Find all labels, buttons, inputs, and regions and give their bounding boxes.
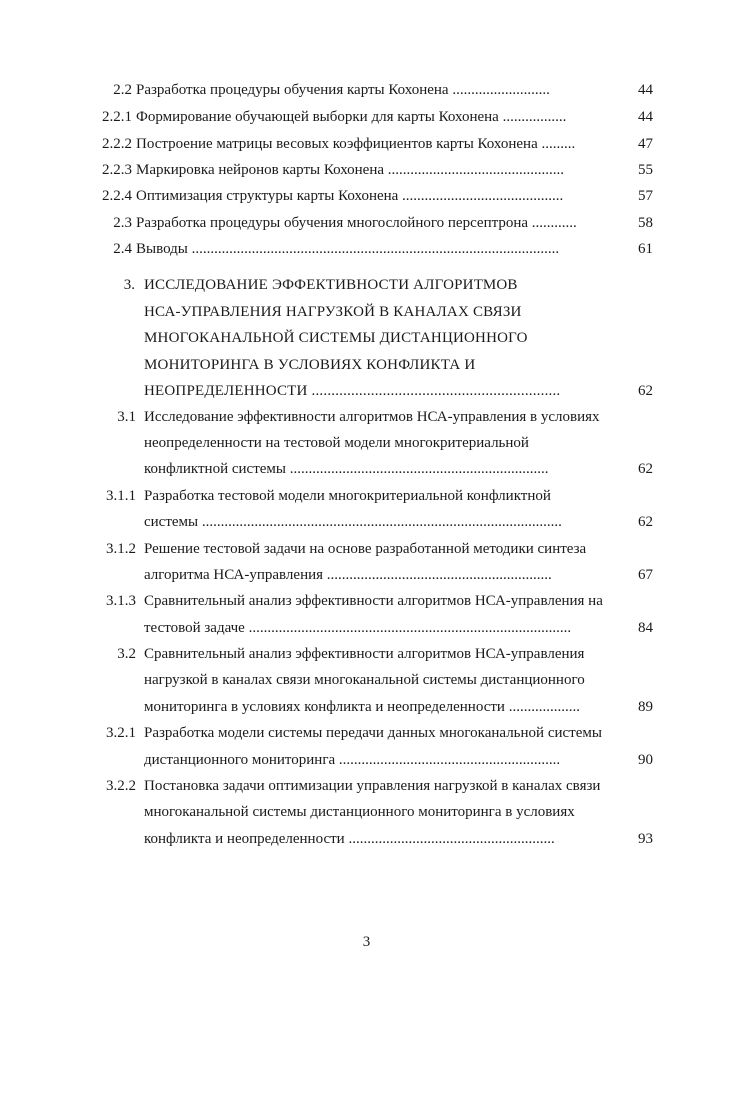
toc-entry-number: 2.2.2 <box>102 136 132 152</box>
toc-entry <box>0 485 733 507</box>
toc-entry-number: 3.1.2 <box>106 541 136 557</box>
toc-entry-number: 2.2.4 <box>102 188 132 204</box>
toc-entry-page: 58 <box>638 215 653 231</box>
toc-entry-text: Решение тестовой задачи на основе разработанной методики синтеза <box>144 541 587 557</box>
toc-entry-text: Разработка тестовой модели многокритериальной конфликтной <box>144 488 551 504</box>
toc-entry <box>0 722 733 744</box>
toc-entry-text: Сравнительный анализ эффективности алгоритмов НСА-управления на <box>144 593 603 609</box>
toc-entry <box>0 775 733 797</box>
toc-entry <box>0 106 733 128</box>
toc-entry-text: МНОГОКАНАЛЬНОЙ СИСТЕМЫ ДИСТАНЦИОННОГО <box>144 330 528 346</box>
toc-entry-page: 90 <box>638 752 653 768</box>
toc-entry-continuation <box>0 458 733 480</box>
toc-entry-continuation <box>0 511 733 533</box>
toc-entry-continuation <box>0 696 733 718</box>
toc-entry-text: Оптимизация структуры карты Кохонена ........................................... <box>136 188 564 204</box>
toc-entry-text: алгоритма НСА-управления ............................................................ <box>144 567 552 583</box>
toc-entry-page: 62 <box>638 514 653 530</box>
toc-entry-continuation <box>0 828 733 850</box>
toc-entry-page: 67 <box>638 567 653 583</box>
toc-entry-text: НСА-УПРАВЛЕНИЯ НАГРУЗКОЙ В КАНАЛАХ СВЯЗИ <box>144 304 522 320</box>
toc-entry-text: Исследование эффективности алгоритмов НСА-управления в условиях <box>144 409 600 425</box>
toc-entry-text: ИССЛЕДОВАНИЕ ЭФФЕКТИВНОСТИ АЛГОРИТМОВ <box>144 277 518 293</box>
toc-entry-page: 47 <box>638 136 653 152</box>
toc-entry <box>0 79 733 101</box>
toc-entry-number: 2.2 <box>113 82 132 98</box>
toc-entry-page: 44 <box>638 82 653 98</box>
toc-entry-text: Выводы .................................................................................................. <box>136 241 560 257</box>
toc-entry-text: Формирование обучающей выборки для карты Кохонена ................. <box>136 109 567 125</box>
toc-entry-continuation <box>0 380 733 402</box>
toc-entry-number: 2.4 <box>113 241 132 257</box>
toc-entry-number: 3.1.1 <box>106 488 136 504</box>
toc-entry-text: Маркировка нейронов карты Кохонена ............................................... <box>136 162 565 178</box>
toc-entry-continuation <box>0 354 733 376</box>
toc-entry-number: 2.2.3 <box>102 162 132 178</box>
toc-entry-page: 57 <box>638 188 653 204</box>
toc-entry-text: мониторинга в условиях конфликта и неопределенности ................... <box>144 699 580 715</box>
toc-entry <box>0 185 733 207</box>
toc-entry-page: 61 <box>638 241 653 257</box>
toc-entry-number: 2.3 <box>113 215 132 231</box>
toc-entry-text: системы ................................................................................................ <box>144 514 562 530</box>
toc-entry-page: 93 <box>638 831 653 847</box>
toc-entry-text: многоканальной системы дистанционного мониторинга в условиях <box>144 804 575 820</box>
toc-entry-text: нагрузкой в каналах связи многоканальной системы дистанционного <box>144 672 585 688</box>
toc-entry-continuation <box>0 327 733 349</box>
toc-entry-text: Разработка модели системы передачи данных многоканальной системы <box>144 725 602 741</box>
toc-entry <box>0 590 733 612</box>
toc-entry-page: 84 <box>638 620 653 636</box>
toc-entry <box>0 133 733 155</box>
toc-entry-continuation <box>0 801 733 823</box>
toc-entry-text: конфликта и неопределенности ....................................................... <box>144 831 555 847</box>
toc-entry-number: 3.2 <box>117 646 136 662</box>
toc-entry <box>0 238 733 260</box>
toc-entry-text: Постановка задачи оптимизации управления нагрузкой в каналах связи <box>144 778 601 794</box>
toc-entry-page: 55 <box>638 162 653 178</box>
toc-entry <box>0 406 733 428</box>
toc-entry-continuation <box>0 564 733 586</box>
toc-entry-page: 62 <box>638 383 653 399</box>
toc-entry-page: 44 <box>638 109 653 125</box>
toc-entry-page: 62 <box>638 461 653 477</box>
toc-entry-text: Разработка процедуры обучения многослойного персептрона ............ <box>136 215 577 231</box>
toc-entry-text: тестовой задаче ...................................................................................... <box>144 620 572 636</box>
toc-entry-continuation <box>0 301 733 323</box>
toc-entry-number: 2.2.1 <box>102 109 132 125</box>
toc-entry-number: 3.2.1 <box>106 725 136 741</box>
toc-entry-text: НЕОПРЕДЕЛЕННОСТИ ............................................................... <box>144 383 561 399</box>
toc-entry-number: 3. <box>123 277 135 293</box>
toc-entry-continuation <box>0 432 733 454</box>
toc-entry-text: Построение матрицы весовых коэффициентов карты Кохонена ......... <box>136 136 576 152</box>
toc-entry-continuation <box>0 617 733 639</box>
toc-entry-text: неопределенности на тестовой модели многокритериальной <box>144 435 529 451</box>
toc-entry-text: Сравнительный анализ эффективности алгоритмов НСА-управления <box>144 646 585 662</box>
toc-chapter-heading <box>0 274 733 296</box>
toc-entry <box>0 538 733 560</box>
toc-entry-number: 3.1 <box>117 409 136 425</box>
toc-entry-text: конфликтной системы ..................................................................... <box>144 461 549 477</box>
toc-entry <box>0 643 733 665</box>
toc-entry <box>0 212 733 234</box>
page-number: 3 <box>362 934 371 950</box>
toc-entry-text: дистанционного мониторинга ........................................................... <box>144 752 561 768</box>
toc-entry-text: МОНИТОРИНГА В УСЛОВИЯХ КОНФЛИКТА И <box>144 357 476 373</box>
toc-entry <box>0 159 733 181</box>
toc-entry-number: 3.2.2 <box>106 778 136 794</box>
toc-entry-number: 3.1.3 <box>106 593 136 609</box>
toc-entry-page: 89 <box>638 699 653 715</box>
toc-entry-continuation <box>0 669 733 691</box>
toc-entry-text: Разработка процедуры обучения карты Кохонена .......................... <box>136 82 550 98</box>
toc-entry-continuation <box>0 749 733 771</box>
